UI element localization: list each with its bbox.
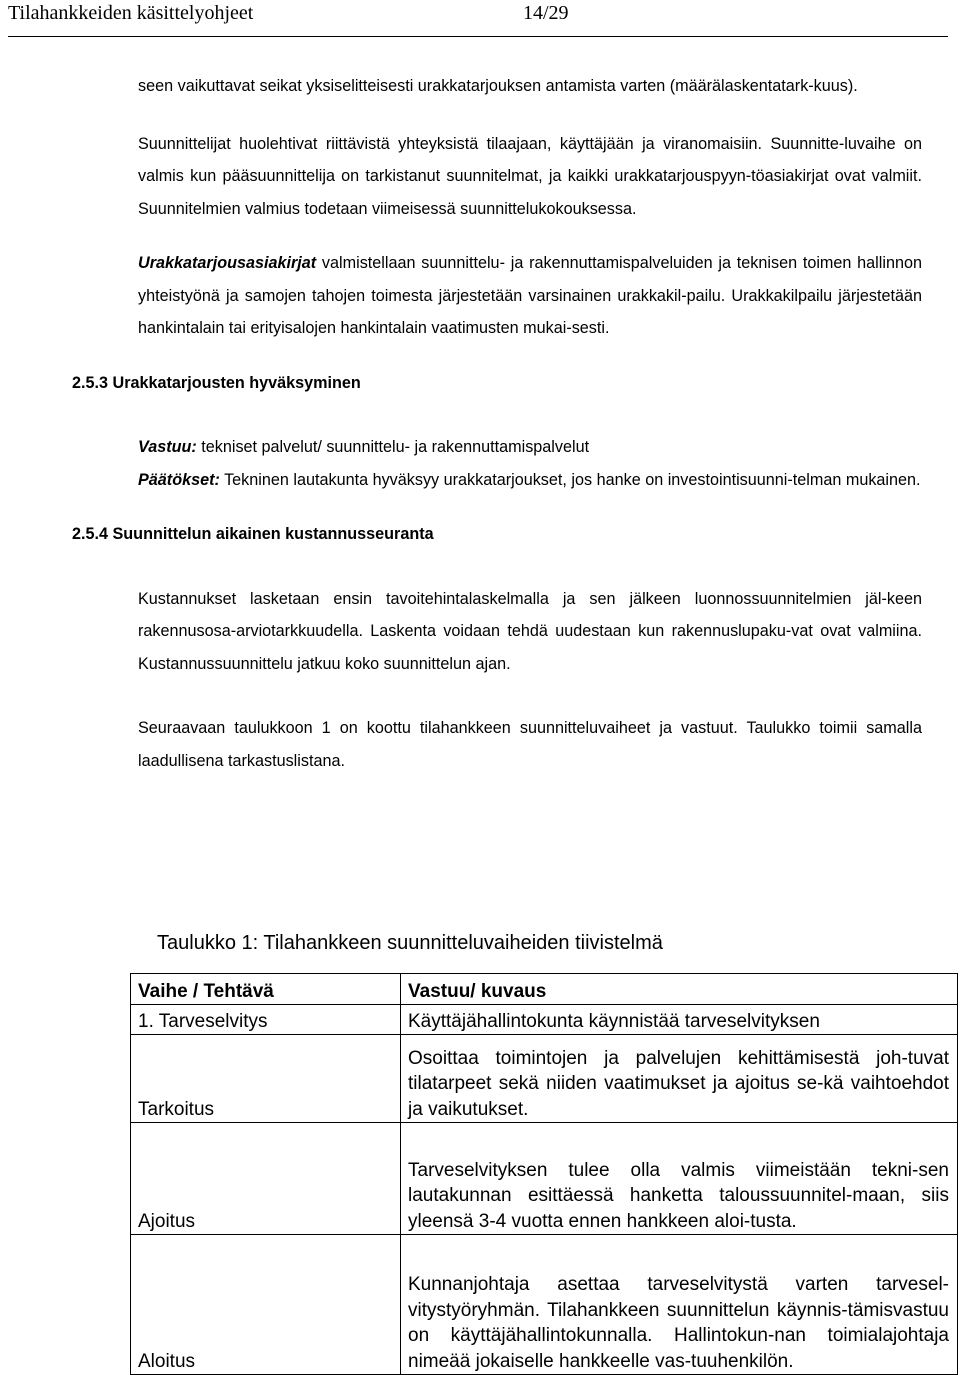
table-header-row [131, 974, 958, 1005]
page-number: 14/29 [523, 2, 569, 24]
paragraph-5: Seuraavaan taulukkoon 1 on koottu tilahankkeen suunnitteluvaiheet ja vastuut. Taulukko toimii samalla laadullisena tarkastuslistana. [138, 719, 922, 770]
vastuu-label: Vastuu: [138, 438, 197, 456]
section-heading-2-5-4: 2.5.4 Suunnittelun aikainen kustannusseuranta [72, 525, 434, 543]
description-cell: Kunnanjohtaja asettaa tarveselvitystä varten tarvesel-vitystyöryhmän. Tilahankkeen suunnittelun käynnis-tämisvastuu on käyttäjähallintokunnalla. Hallintokun-nan toimialajohtaja nimeää jokaiselle hankkeelle vas-tuuhenkilön. [401, 1235, 958, 1375]
document-title: Tilahankkeiden käsittelyohjeet [8, 2, 254, 24]
table-row [131, 1035, 958, 1123]
phase-cell: Tarkoitus [131, 1035, 401, 1123]
vastuu-text: tekniset palvelut/ suunnittelu- ja rakennuttamispalvelut [196, 438, 590, 456]
phase-cell: 1. Tarveselvitys [131, 1005, 401, 1035]
vastuu-line [138, 431, 922, 464]
page-header [8, 0, 948, 37]
body-text [72, 70, 922, 777]
paragraph-2: Suunnittelijat huolehtivat riittävistä yhteyksistä tilaajaan, käyttäjään ja viranomaisiin. Suunnitte-luvaihe on valmis kun pääsuunnittelija on tarkistanut suunnitelmat, ja kaikki urakkatarjouspyyn-töasiakirjat ovat valmiit. Suunnitelmien valmius todetaan viimeisessä suunnittelukokouksessa. [138, 134, 922, 218]
emphasis-term: Urakkatarjousasiakirjat [138, 254, 317, 272]
table-row [131, 1235, 958, 1375]
description-cell: Tarveselvityksen tulee olla valmis viimeistään tekni-sen lautakunnan esittäessä hanketta taloussuunnitel-maan, siis yleensä 3-4 vuotta ennen hankkeen aloi-tusta. [401, 1123, 958, 1235]
section-heading-2-5-3: 2.5.3 Urakkatarjousten hyväksyminen [72, 373, 361, 392]
paatokset-label: Päätökset: [138, 470, 220, 489]
table-row [131, 1123, 958, 1235]
description-cell: Osoittaa toimintojen ja palvelujen kehittämisestä joh-tuvat tilatarpeet sekä niiden vaatimukset ja ajoitus se-kä vaihtoehdot ja vaikutukset. [401, 1035, 958, 1123]
phase-cell: Ajoitus [131, 1123, 401, 1235]
paragraph-3 [138, 247, 922, 345]
paragraph-3-text: valmistellaan suunnittelu- ja rakennuttamispalveluiden ja teknisen toimen hallinnon yhteistyönä ja samojen tahojen toimesta järjestetään varsinainen urakkakil-pailu. Urakkakilpailu järjestetään hankintalain tai erityisalojen hankintalain vaatimusten mukai-sesti. [138, 254, 922, 337]
paatokset-text: Tekninen lautakunta hyväksyy urakkatarjoukset, jos hanke on investointisuunni-telman mukainen. [219, 470, 921, 489]
table-caption: Taulukko 1: Tilahankkeen suunnitteluvaiheiden tiivistelmä [157, 932, 663, 954]
phase-summary-table [130, 973, 958, 1375]
paragraph-4: Kustannukset lasketaan ensin tavoitehintalaskelmalla ja sen jälkeen luonnossuunnitelmien jäl-keen rakennusosa-arviotarkkuudella. Laskenta voidaan tehdä uudestaan kun rakennuslupaku-vat ovat valmiina. Kustannussuunnittelu jatkuu koko suunnittelun ajan. [138, 589, 922, 673]
table-row [131, 1005, 958, 1035]
column-header-phase: Vaihe / Tehtävä [131, 974, 401, 1005]
description-cell: Käyttäjähallintokunta käynnistää tarveselvityksen [401, 1005, 958, 1035]
paragraph-1: seen vaikuttavat seikat yksiselitteisesti urakkatarjouksen antamista varten (määrälaskentatark-kuus). [138, 77, 858, 95]
phase-cell: Aloitus [131, 1235, 401, 1375]
paatokset-line [138, 464, 922, 497]
column-header-responsibility: Vastuu/ kuvaus [401, 974, 958, 1005]
